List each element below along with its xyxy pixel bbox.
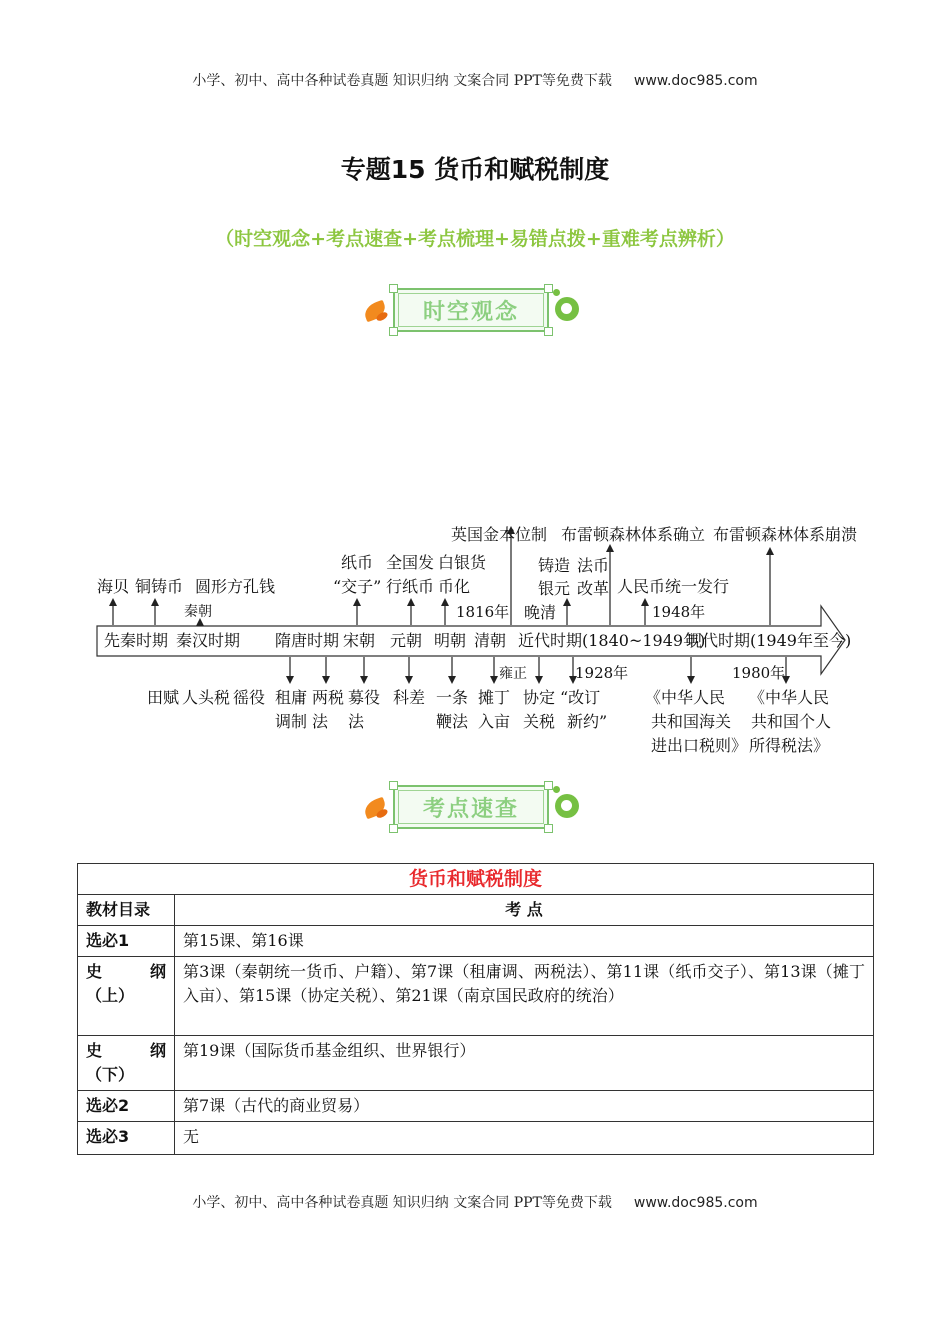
ring-icon — [555, 794, 579, 818]
row-label-part: 史 — [86, 962, 103, 981]
label-baiyin-1: 白银货 — [438, 553, 487, 572]
corner-icon — [544, 824, 553, 833]
period-qinhan: 秦汉时期 — [176, 631, 241, 650]
label-yongzheng: 雍正 — [499, 666, 527, 682]
table-row — [78, 1122, 874, 1155]
row-label-line — [86, 960, 166, 984]
period-xiandai: 现代时期(1949年至今) — [686, 631, 852, 650]
label-muyi-1: 募役 — [348, 688, 381, 707]
row-label-part: （下） — [86, 1065, 135, 1084]
period-song: 宋朝 — [343, 631, 376, 650]
label-yaoyi: 徭役 — [233, 688, 266, 707]
row-label-line — [86, 1039, 166, 1063]
label-haiguan-3: 进出口税则》 — [651, 736, 748, 755]
page-subtitle: （时空观念+考点速查+考点梳理+易错点拨+重难考点辨析） — [215, 228, 735, 250]
corner-icon — [544, 781, 553, 790]
table-header-row — [78, 895, 874, 926]
table-caption-row — [78, 864, 874, 895]
label-yitiao-1: 一条 — [436, 688, 469, 707]
label-geren-2: 共和国个人 — [751, 712, 832, 731]
label-year-1948: 1948年 — [652, 603, 706, 621]
label-quanguo-1: 全国发 — [386, 553, 435, 572]
label-haibei: 海贝 — [97, 577, 130, 596]
table-caption: 货币和赋税制度 — [78, 864, 874, 895]
footer-url[interactable]: www.doc985.com — [633, 1195, 758, 1211]
footer-text: 小学、初中、高中各种试卷真题 知识归纳 文案合同 PPT等免费下载 — [192, 1195, 612, 1211]
page-title: 专题15 货币和赋税制度 — [340, 155, 610, 184]
row-content: 无 — [175, 1122, 874, 1155]
label-xieding-2: 关税 — [523, 712, 556, 731]
row-label: 选必3 — [78, 1122, 175, 1155]
label-bretton-1: 布雷顿森林体系确立 — [561, 525, 706, 544]
row-content: 第19课（国际货币基金组织、世界银行） — [175, 1036, 874, 1091]
period-qing: 清朝 — [474, 631, 507, 650]
label-gaiding-1: “改订 — [560, 688, 601, 707]
label-yuanxing: 圆形方孔钱 — [195, 577, 276, 596]
row-content: 第7课（古代的商业贸易） — [175, 1091, 874, 1122]
label-qinchao: 秦朝 — [184, 604, 212, 620]
label-year-1816: 1816年 — [456, 603, 510, 621]
syllabus-table — [77, 863, 874, 1155]
label-fabi-2: 改革 — [577, 579, 610, 598]
column-header-textbook: 教材目录 — [78, 895, 175, 926]
label-baiyin-2: 币化 — [438, 577, 471, 596]
column-header-points: 考 点 — [175, 895, 874, 926]
label-yingguo: 英国金本位制 — [451, 525, 548, 544]
label-haiguan-2: 共和国海关 — [651, 712, 732, 731]
label-tanding-2: 入亩 — [478, 712, 511, 731]
row-label: 选必1 — [78, 926, 175, 957]
label-year-1980: 1980年 — [732, 664, 786, 682]
label-wanqing: 晚清 — [524, 603, 557, 622]
label-bretton-2: 布雷顿森林体系崩溃 — [713, 525, 858, 544]
label-tongzhubi: 铜铸币 — [135, 577, 184, 596]
row-content: 第15课、第16课 — [175, 926, 874, 957]
period-yuan: 元朝 — [390, 631, 423, 650]
badge-label: 考点速查 — [422, 796, 519, 822]
label-geren-1: 《中华人民 — [749, 688, 830, 707]
row-label-part: 纲 — [149, 1041, 166, 1060]
row-label: 选必2 — [78, 1091, 175, 1122]
label-yitiao-2: 鞭法 — [436, 712, 469, 731]
label-fabi-1: 法币 — [577, 556, 610, 575]
row-label — [78, 1036, 175, 1091]
label-zuyong-1: 租庸 — [275, 688, 308, 707]
table-row — [78, 926, 874, 957]
label-xieding-1: 协定 — [523, 688, 556, 707]
row-label-part: 纲 — [149, 962, 166, 981]
label-jiaozi: “交子” — [333, 577, 382, 596]
label-zhuzao-2: 银元 — [538, 579, 571, 598]
page-footer — [0, 1192, 950, 1212]
label-liangshui-2: 法 — [312, 712, 329, 731]
label-zuyong-2: 调制 — [275, 712, 308, 731]
badge-frame — [393, 785, 549, 829]
period-jindai: 近代时期(1840~1949年) — [518, 631, 706, 650]
table-row — [78, 1091, 874, 1122]
row-label-part: 史 — [86, 1041, 103, 1060]
label-haiguan-1: 《中华人民 — [645, 688, 726, 707]
label-zhuzao-1: 铸造 — [538, 556, 571, 575]
section-badge-quickcheck — [360, 780, 585, 838]
table-row — [78, 1036, 874, 1091]
badge-label: 时空观念 — [422, 299, 519, 325]
row-content: 第3课（秦朝统一货币、户籍）、第7课（租庸调、两税法）、第11课（纸币交子）、第13课（摊丁入亩）、第15课（协定关税）、第21课（南京国民政府的统治） — [175, 957, 874, 1036]
label-liangshui-1: 两税 — [312, 688, 345, 707]
corner-icon — [389, 824, 398, 833]
row-label-part: （上） — [86, 986, 135, 1005]
period-xianqin: 先秦时期 — [104, 631, 169, 650]
label-keca: 科差 — [393, 688, 426, 707]
row-label — [78, 957, 175, 1036]
label-rentoushui: 人头税 — [182, 688, 231, 707]
period-ming: 明朝 — [434, 631, 467, 650]
label-zhibi: 纸币 — [341, 553, 374, 572]
label-tanding-1: 摊丁 — [478, 688, 511, 707]
period-suitang: 隋唐时期 — [275, 631, 340, 650]
dot-icon — [553, 786, 560, 793]
label-gaiding-2: 新约” — [567, 712, 608, 731]
label-year-1928: 1928年 — [575, 664, 629, 682]
label-muyi-2: 法 — [348, 712, 365, 731]
label-tianfu: 田赋 — [147, 688, 180, 707]
label-renminbi: 人民币统一发行 — [617, 577, 730, 596]
corner-icon — [389, 781, 398, 790]
header-url[interactable]: www.doc985.com — [633, 73, 758, 89]
label-quanguo-2: 行纸币 — [386, 577, 435, 596]
label-geren-3: 所得税法》 — [749, 736, 830, 755]
table-row — [78, 957, 874, 1036]
header-text: 小学、初中、高中各种试卷真题 知识归纳 文案合同 PPT等免费下载 — [192, 73, 612, 89]
